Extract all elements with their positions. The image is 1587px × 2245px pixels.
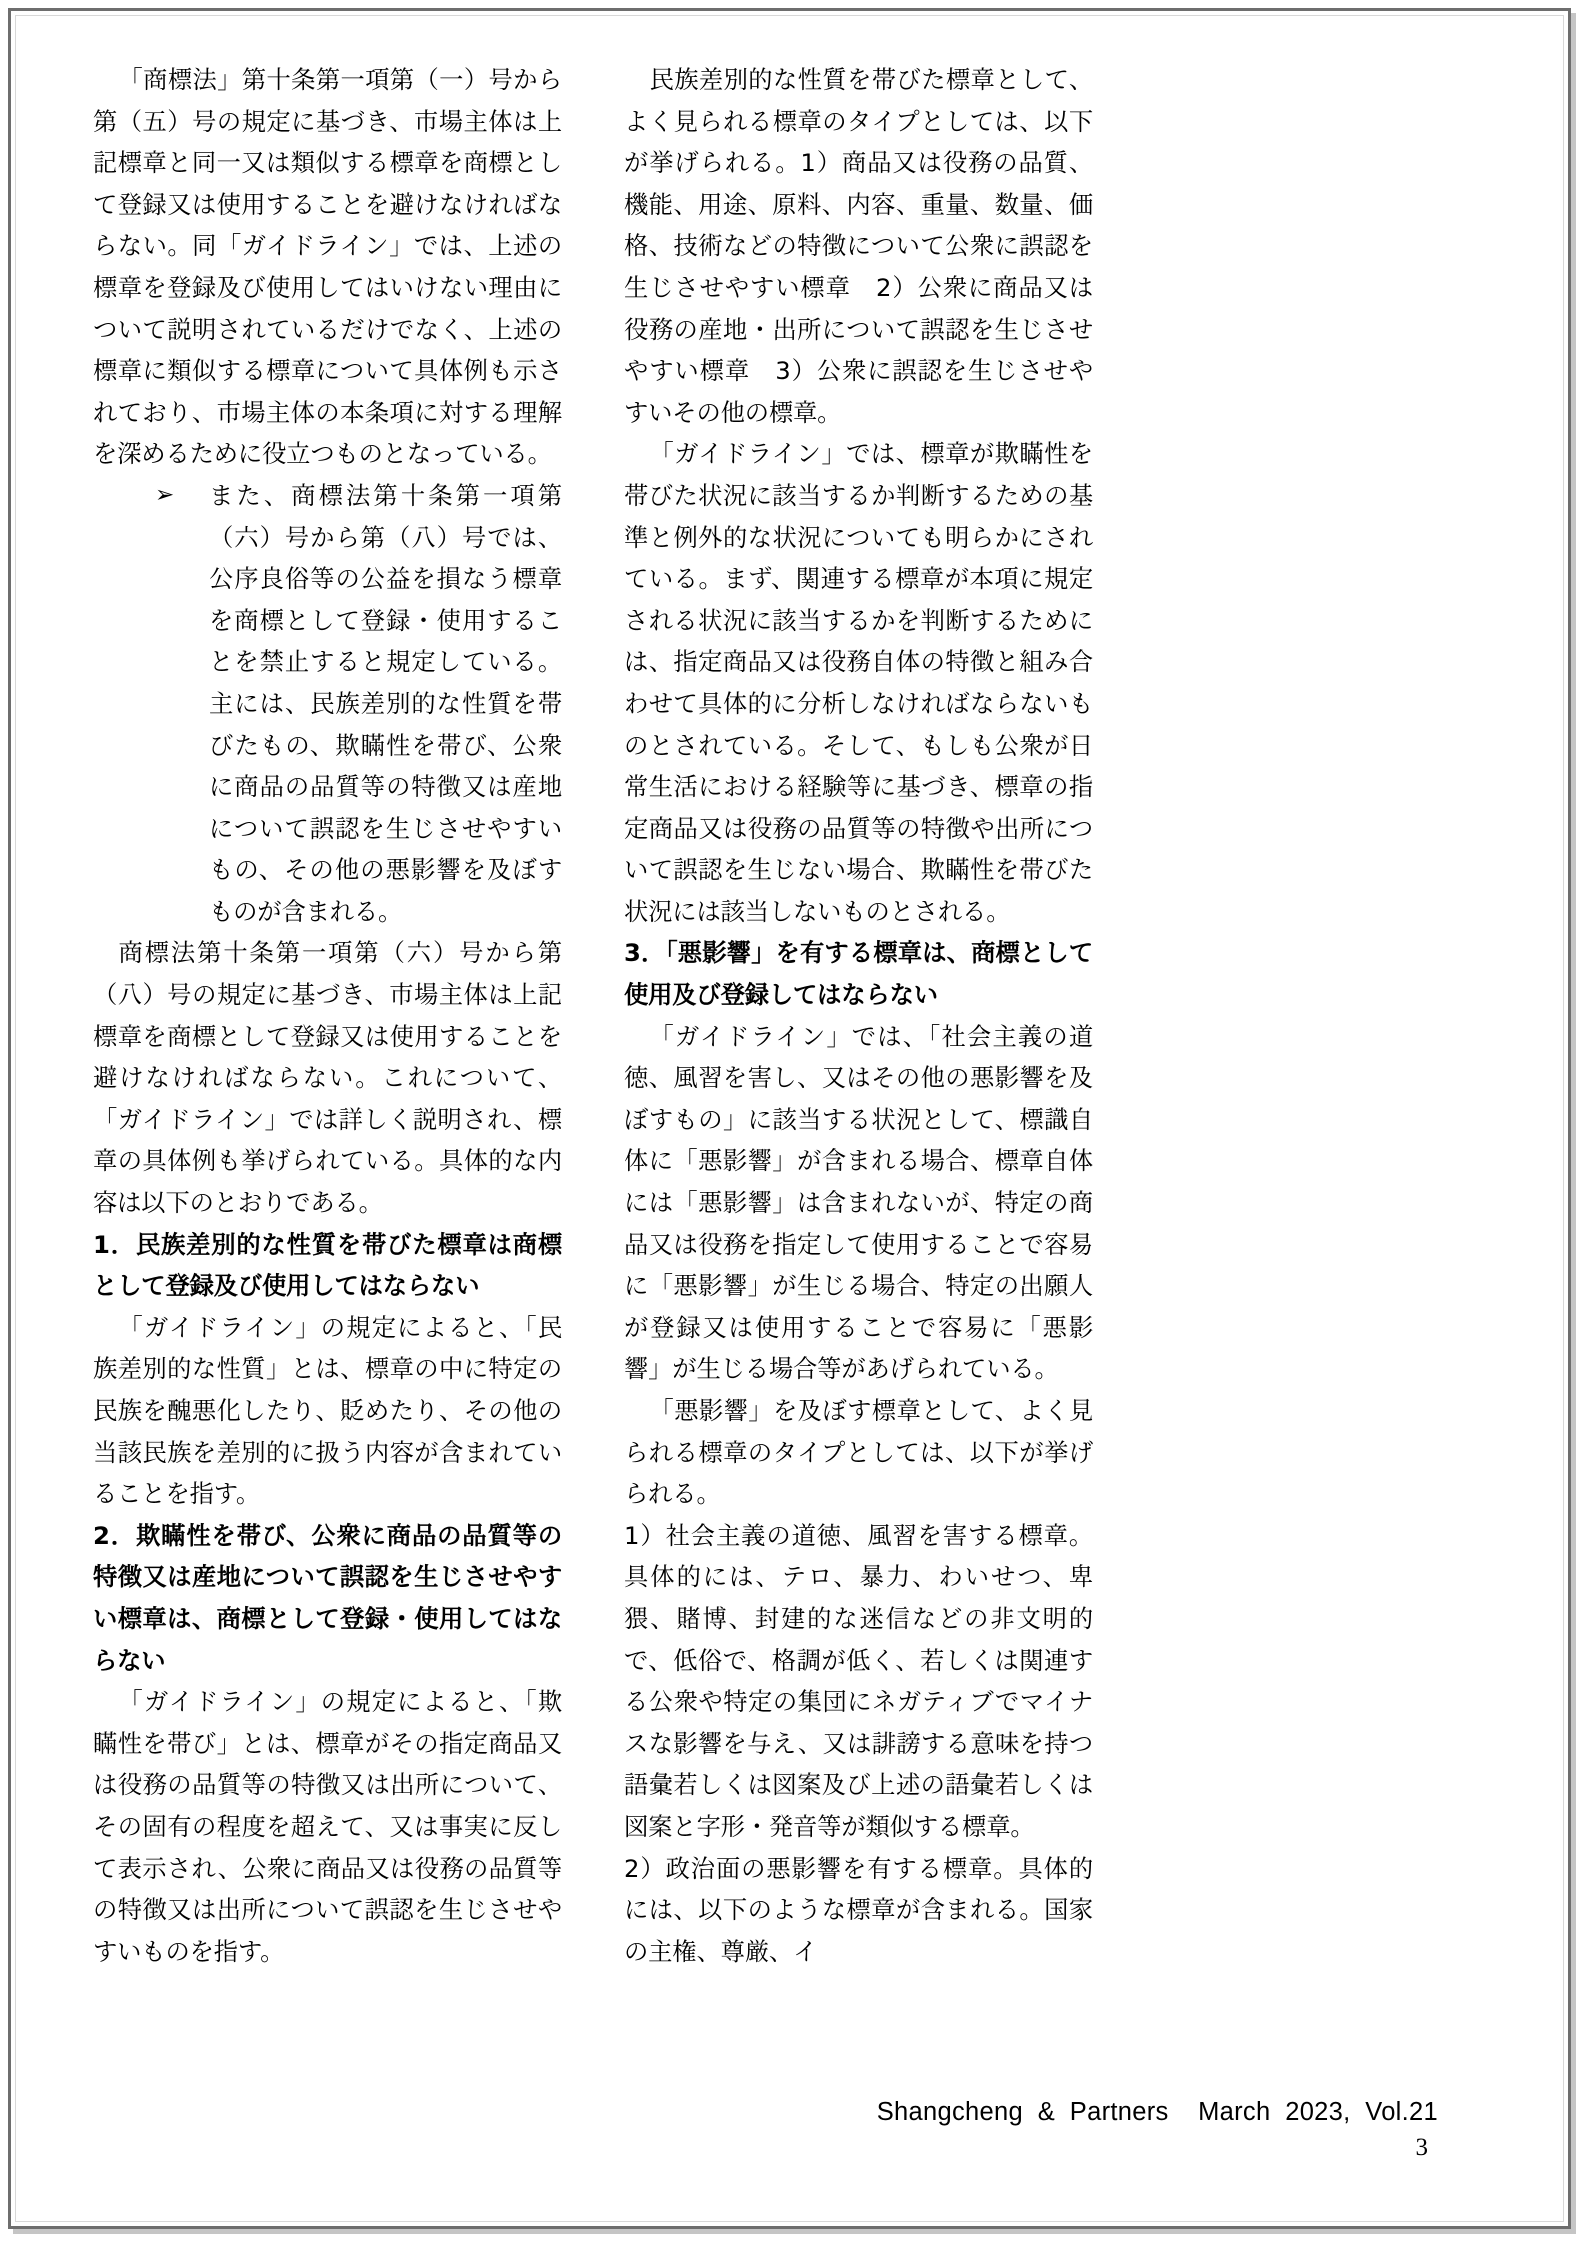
paragraph-block [93, 59, 562, 475]
section-heading-text: 3．「悪影響」を有する標章は、商標として使用及び登録してはならない [624, 938, 1093, 1010]
numbered-item-2 [624, 1848, 1093, 1973]
section-heading-3 [624, 932, 1093, 1015]
body-paragraph: 「商標法」第十条第一項第（一）号から第（五）号の規定に基づき、市場主体は上記標章と同一又は類似する標章を商標として登録又は使用することを避けなければならない。同「ガイドライン」では、上述の標章を登録及び使用してはいけない理由について説明されているだけでなく、上述の標章に類似する標章について具体例も示されており、市場主体の本条項に対する理解を深めるために役立つものとなっている。 [93, 65, 562, 469]
paragraph-block [93, 932, 562, 1223]
page-content [93, 59, 1493, 2069]
paragraph-block [93, 1307, 562, 1515]
section-heading-text: 1．民族差別的な性質を帯びた標章は商標として登録及び使用してはならない [93, 1229, 562, 1301]
paragraph-block [624, 1390, 1093, 1515]
paragraph-block [624, 1016, 1093, 1390]
body-paragraph: 「ガイドライン」の規定によると、「欺瞞性を帯び」とは、標章がその指定商品又は役務の品質等の特徴又は出所について、その固有の程度を超えて、又は事実に反して表示され、公衆に商品又は役務の品質等の特徴又は出所について誤認を生じさせやすいものを指す。 [93, 1687, 562, 1966]
numbered-item-1 [624, 1515, 1093, 1848]
body-paragraph: 1）社会主義の道徳、風習を害する標章。具体的には、テロ、暴力、わいせつ、卑猥、賭博、封建的な迷信などの非文明的で、低俗で、格調が低く、若しくは関連する公衆や特定の集団にネガティブでマイナスな影響を与え、又は誹謗する意味を持つ語彙若しくは図案及び上述の語彙若しくは図案と字形・発音等が類似する標章。 [624, 1520, 1093, 1841]
paragraph-block [93, 1681, 562, 1972]
section-heading-2 [93, 1515, 562, 1681]
page-number: 3 [1415, 2134, 1428, 2161]
section-heading-text: 2．欺瞞性を帯び、公衆に商品の品質等の特徴又は産地について誤認を生じさせやすい標章は、商標として登録・使用してはならない [93, 1520, 562, 1675]
bullet-item-text: また、商標法第十条第一項第（六）号から第（八）号では、公序良俗等の公益を損なう標章を商標として登録・使用することを禁止すると規定している。主には、民族差別的な性質を帯びたもの、欺瞞性を帯び、公衆に商品の品質等の特徴又は産地について誤認を生じさせやすいもの、その他の悪影響を及ぼすものが含まれる。 [209, 480, 562, 926]
bullet-list-item [155, 475, 562, 933]
body-paragraph: 商標法第十条第一項第（六）号から第（八）号の規定に基づき、市場主体は上記標章を商標として登録又は使用することを避けなければならない。これについて、「ガイドライン」では詳しく説明され、標章の具体例も挙げられている。具体的な内容は以下のとおりである。 [93, 938, 562, 1218]
body-paragraph: 「ガイドライン」では、標章が欺瞞性を帯びた状況に該当するか判断するための基準と例外的な状況についても明らかにされている。まず、関連する標章が本項に規定される状況に該当するかを判断するためには、指定商品又は役務自体の特徴と組み合わせて具体的に分析しなければならないものとされている。そして、もしも公衆が日常生活における経験等に基づき、標章の指定商品又は役務の品質等の特徴や出所について誤認を生じない場合、欺瞞性を帯びた状況には該当しないものとされる。 [624, 439, 1093, 926]
body-paragraph: 「悪影響」を及ぼす標章として、よく見られる標章のタイプとしては、以下が挙げられる。 [624, 1396, 1093, 1509]
page-sheet [8, 8, 1571, 2229]
paragraph-block [624, 433, 1093, 932]
page-footer [93, 2095, 1486, 2215]
right-column [624, 59, 1093, 1972]
body-paragraph: 「ガイドライン」の規定によると、「民族差別的な性質」とは、標章の中に特定の民族を醜悪化したり、貶めたり、その他の当該民族を差別的に扱う内容が含まれていることを指す。 [93, 1312, 562, 1509]
body-paragraph: 民族差別的な性質を帯びた標章として、よく見られる標章のタイプとしては、以下が挙げられる。1）商品又は役務の品質、機能、用途、原料、内容、重量、数量、価格、技術などの特徴について公衆に誤認を生じさせやすい標章 2）公衆に商品又は役務の産地・出所について誤認を生じさせやすい標章 3）公衆に誤認を生じさせやすいその他の標章。 [624, 65, 1093, 427]
two-column-layout [93, 59, 1493, 1972]
body-paragraph: 「ガイドライン」では、「社会主義の道徳、風習を害し、又はその他の悪影響を及ぼすもの」に該当する状況として、標識自体に「悪影響」が含まれる場合、標章自体には「悪影響」は含まれないが、特定の商品又は役務を指定して使用することで容易に「悪影響」が生じる場合、特定の出願人が登録又は使用することで容易に「悪影響」が生じる場合等があげられている。 [624, 1021, 1093, 1384]
body-paragraph: 2）政治面の悪影響を有する標章。具体的には、以下のような標章が含まれる。国家の主権、尊厳、イ [624, 1853, 1093, 1966]
paragraph-block [624, 59, 1093, 433]
footer-publication-line: Shangcheng & Partners March 2023, Vol.21 [876, 2098, 1438, 2126]
left-column [93, 59, 562, 1972]
section-heading-1 [93, 1224, 562, 1307]
arrowhead-bullet-icon: ➢ [155, 481, 175, 508]
